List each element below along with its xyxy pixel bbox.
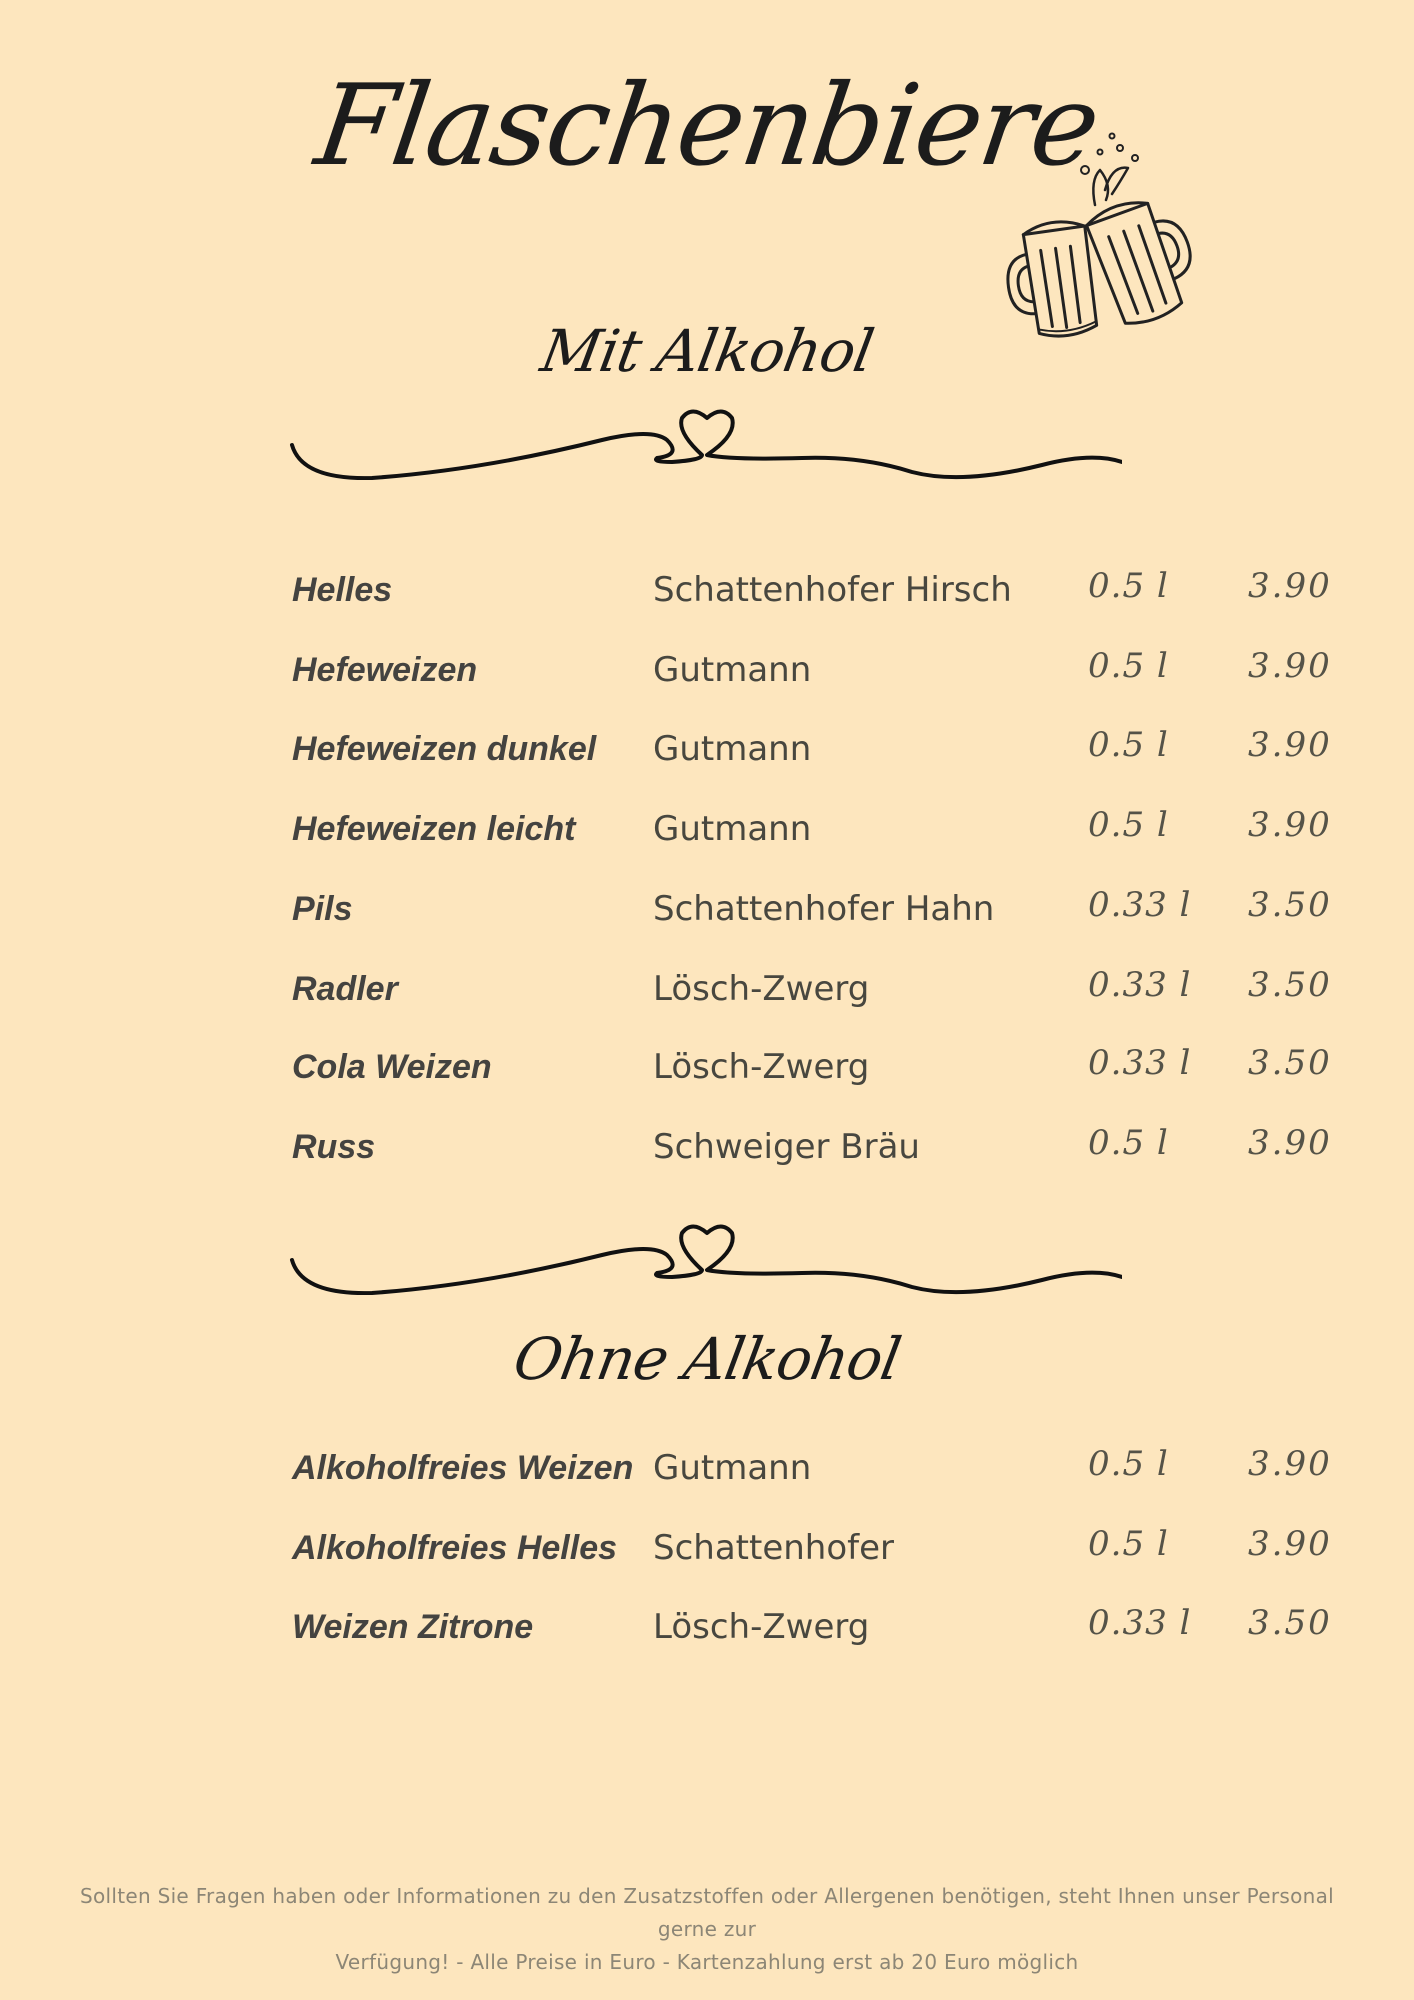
section-heading-non-alcoholic: Ohne Alkohol — [508, 1325, 906, 1393]
heart-swirl-divider-icon — [282, 1215, 1122, 1295]
bottle-size: 0.5 l — [1088, 566, 1169, 606]
brewery-name: Gutmann — [653, 650, 812, 690]
beer-name: Hefeweizen — [292, 651, 478, 689]
beer-name: Weizen Zitrone — [292, 1608, 534, 1646]
bottle-size: 0.33 l — [1088, 965, 1192, 1005]
bottle-size: 0.5 l — [1088, 1444, 1169, 1484]
beer-name: Pils — [292, 890, 353, 928]
bottle-size: 0.5 l — [1088, 805, 1169, 845]
menu-row — [0, 719, 1414, 779]
brewery-name: Schattenhofer Hahn — [653, 889, 995, 929]
page-title: Flaschenbiere — [308, 61, 1106, 191]
menu-row — [0, 879, 1414, 939]
bottle-size: 0.5 l — [1088, 725, 1169, 765]
bottle-size: 0.5 l — [1088, 646, 1169, 686]
price: 3.50 — [1248, 965, 1332, 1005]
beer-name: Hefeweizen leicht — [292, 810, 576, 848]
menu-row — [0, 1037, 1414, 1097]
price: 3.90 — [1248, 646, 1332, 686]
footer-line-1: Sollten Sie Fragen haben oder Informationen zu den Zusatzstoffen oder Allergenen benötigen, steht Ihnen unser Personal gerne zur — [79, 1884, 1335, 1941]
beer-name: Alkoholfreies Helles — [292, 1529, 618, 1567]
beer-name: Alkoholfreies Weizen — [292, 1449, 634, 1487]
bottle-size: 0.5 l — [1088, 1524, 1169, 1564]
beer-name: Cola Weizen — [292, 1048, 492, 1086]
menu-row — [0, 1597, 1414, 1657]
price: 3.50 — [1248, 885, 1332, 925]
brewery-name: Gutmann — [653, 729, 812, 769]
menu-row — [0, 1438, 1414, 1498]
menu-row — [0, 1117, 1414, 1177]
brewery-name: Lösch-Zwerg — [653, 969, 870, 1009]
beer-name: Helles — [292, 571, 393, 609]
price: 3.90 — [1248, 566, 1332, 606]
price: 3.90 — [1248, 1524, 1332, 1564]
brewery-name: Lösch-Zwerg — [653, 1607, 870, 1647]
price: 3.90 — [1248, 725, 1332, 765]
menu-row — [0, 560, 1414, 620]
bottle-size: 0.33 l — [1088, 1603, 1192, 1643]
price: 3.90 — [1248, 805, 1332, 845]
price: 3.90 — [1248, 1444, 1332, 1484]
price: 3.50 — [1248, 1603, 1332, 1643]
bottle-size: 0.5 l — [1088, 1123, 1169, 1163]
menu-row — [0, 799, 1414, 859]
beer-name: Radler — [292, 970, 398, 1008]
brewery-name: Schattenhofer Hirsch — [653, 570, 1012, 610]
brewery-name: Schweiger Bräu — [653, 1127, 920, 1167]
beer-name: Hefeweizen dunkel — [292, 730, 597, 768]
footer-line-2: Verfügung! - Alle Preise in Euro - Kartenzahlung erst ab 20 Euro möglich — [335, 1950, 1079, 1974]
menu-row — [0, 1518, 1414, 1578]
brewery-name: Gutmann — [653, 809, 812, 849]
footer-note — [60, 1880, 1354, 1979]
brewery-name: Lösch-Zwerg — [653, 1047, 870, 1087]
brewery-name: Schattenhofer — [653, 1528, 895, 1568]
brewery-name: Gutmann — [653, 1448, 812, 1488]
bottle-size: 0.33 l — [1088, 1043, 1192, 1083]
menu-row — [0, 640, 1414, 700]
beer-name: Russ — [292, 1128, 376, 1166]
section-heading-alcoholic: Mit Alkohol — [535, 317, 878, 385]
price: 3.90 — [1248, 1123, 1332, 1163]
bottle-size: 0.33 l — [1088, 885, 1192, 925]
menu-row — [0, 959, 1414, 1019]
price: 3.50 — [1248, 1043, 1332, 1083]
